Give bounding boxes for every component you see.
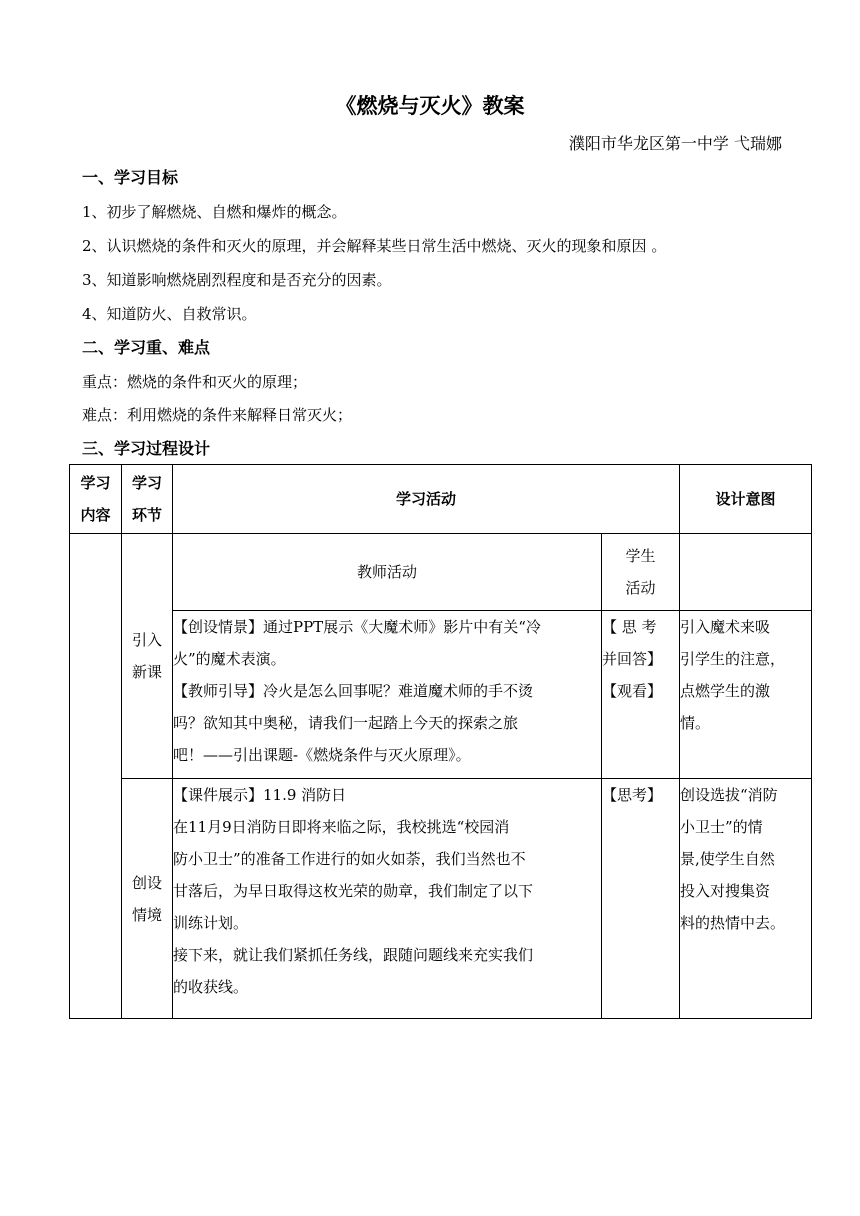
header-content-line: 学习 [80,474,111,492]
table-row [70,611,812,779]
student-activity-cell [602,611,680,779]
table-row [70,779,812,1019]
subheader-teacher: 教师活动 [173,534,602,611]
stage-cell [122,534,173,779]
student-activity-line: 【 思 考 [602,618,657,636]
stage-line: 情境 [131,905,162,924]
goal-item: 1、初步了解燃烧、自燃和爆炸的概念。 [82,203,347,221]
section-heading-process: 三、学习过程设计 [82,439,211,458]
student-activity-cell [602,779,680,1019]
lesson-plan-table [69,464,812,1019]
teacher-activity-line: 训练计划。 [173,914,249,932]
key-point-item: 重点：燃烧的条件和灭火的原理； [82,373,308,391]
goal-item: 3、知道影响燃烧剧烈程度和是否充分的因素。 [82,271,392,289]
table-header-row [70,465,812,534]
design-intent-line: 景,使学生自然 [680,850,775,868]
goal-item: 4、知道防火、自救常识。 [82,305,257,323]
stage-line: 创设 [131,873,162,892]
section-heading-goals: 一、学习目标 [82,168,179,187]
design-intent-line: 引学生的注意， [680,650,786,668]
section-heading-key-points: 二、学习重、难点 [82,338,211,357]
header-intent: 设计意图 [680,465,812,534]
stage-cell [122,779,173,1019]
design-intent-cell [680,611,812,779]
difficulty-item: 难点：利用燃烧的条件来解释日常灭火； [82,406,353,424]
subheader-intent-empty [680,534,812,611]
header-stage [122,465,173,534]
design-intent-cell [680,779,812,1019]
teacher-activity-line: 【课件展示】11.9 消防日 [173,786,347,804]
header-content-line: 内容 [80,506,111,524]
teacher-activity-cell [173,779,602,1019]
page-title: 《燃烧与灭火》教案 [335,94,525,118]
student-activity-line: 并回答】 [602,650,663,668]
design-intent-line: 点燃学生的激 [680,682,771,700]
content-cell [70,534,122,1019]
teacher-activity-line: 吧！——引出课题-《燃烧条件与灭火原理》。 [173,746,471,764]
teacher-activity-line: 吗？欲知其中奥秘，请我们一起踏上今天的探索之旅 [173,714,519,732]
teacher-activity-line: 接下来，就让我们紧抓任务线，跟随问题线来充实我们 [173,946,534,964]
student-activity-line: 【思考】 [602,786,663,804]
teacher-activity-line: 【创设情景】通过PPT展示《大魔术师》影片中有关“冷 [173,618,541,636]
header-content [70,465,122,534]
teacher-activity-line: 【教师引导】冷火是怎么回事呢？难道魔术师的手不烫 [173,682,534,700]
design-intent-line: 创设选拔“消防 [680,786,778,804]
teacher-activity-line: 在11月9日消防日即将来临之际，我校挑选“校园消 [173,818,510,836]
subheader-student [602,534,680,611]
stage-line: 新课 [131,663,162,681]
teacher-activity-line: 甘落后，为早日取得这枚光荣的勋章，我们制定了以下 [173,882,534,900]
table-subheader-row [70,534,812,611]
design-intent-line: 情。 [680,714,711,732]
design-intent-line: 小卫士”的情 [680,818,763,836]
stage-line: 引入 [131,631,162,649]
teacher-activity-line: 的收获线。 [173,978,249,996]
header-activity: 学习活动 [173,465,680,534]
subheader-student-line: 学生 [625,547,656,565]
header-stage-line: 学习 [131,474,162,492]
design-intent-line: 投入对搜集资 [680,882,771,900]
design-intent-line: 料的热情中去。 [680,914,786,932]
student-activity-line: 【观看】 [602,682,663,700]
teacher-activity-line: 防小卫士”的准备工作进行的如火如荼，我们当然也不 [173,850,526,868]
teacher-activity-line: 火”的魔术表演。 [173,650,286,668]
subheader-student-line: 活动 [625,579,656,597]
goal-item: 2、认识燃烧的条件和灭火的原理，并会解释某些日常生活中燃烧、灭火的现象和原因 。 [82,237,667,255]
teacher-activity-cell [173,611,602,779]
author-line: 濮阳市华龙区第一中学 弋瑞娜 [568,134,782,153]
design-intent-line: 引入魔术来吸 [680,618,771,636]
header-stage-line: 环节 [131,506,162,524]
